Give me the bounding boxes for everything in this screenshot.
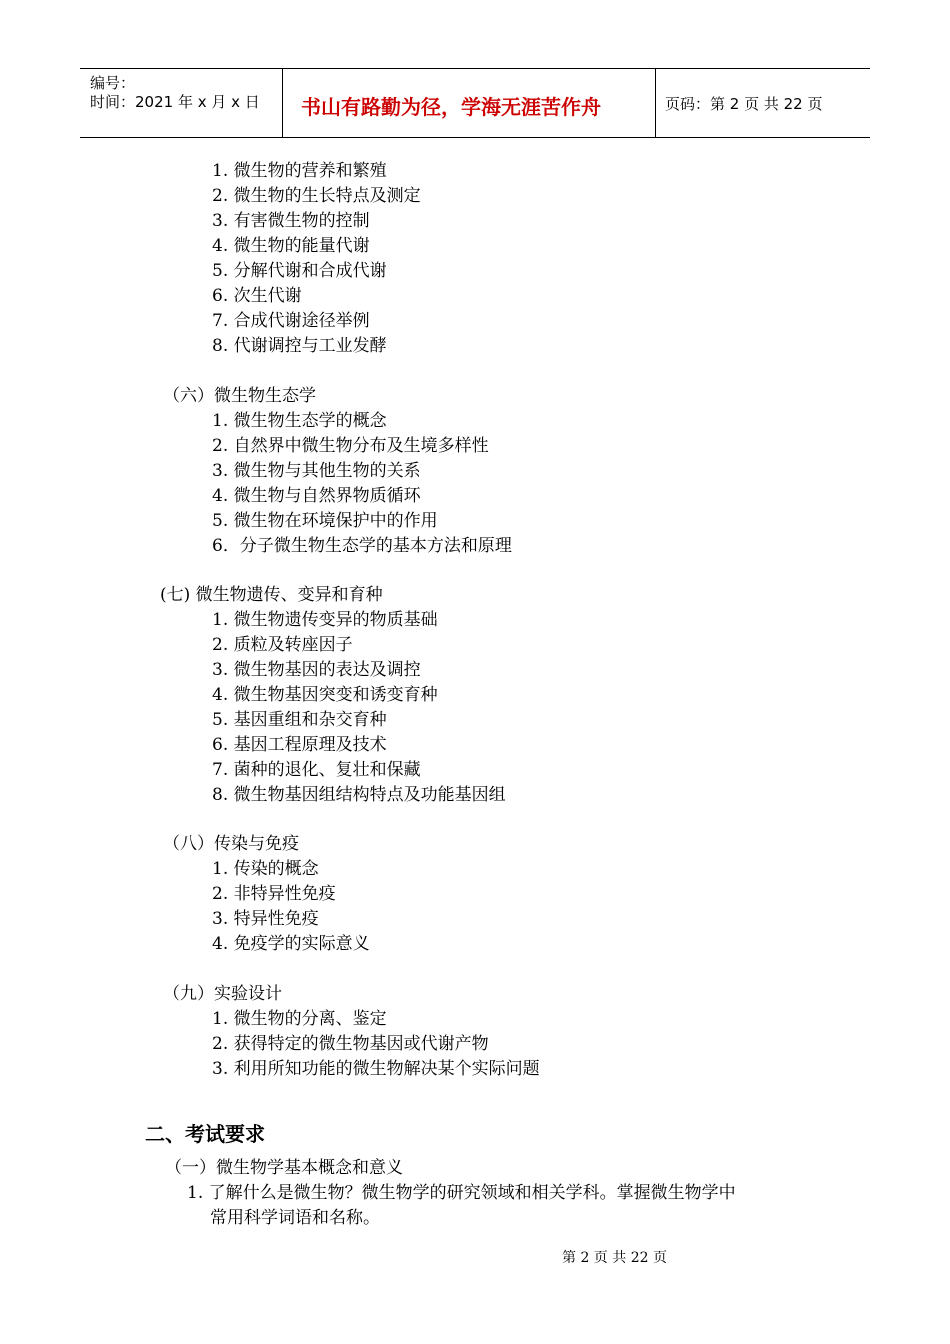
list-item: 4. 免疫学的实际意义 (212, 934, 370, 954)
section-heading-7: (七) 微生物遗传、变异和育种 (160, 585, 383, 605)
list-item: 1. 微生物的营养和繁殖 (212, 161, 387, 181)
list-item: 7. 菌种的退化、复壮和保藏 (212, 760, 421, 780)
list-item: 3. 利用所知功能的微生物解决某个实际问题 (212, 1059, 540, 1079)
list-item: 1. 微生物遗传变异的物质基础 (212, 610, 438, 630)
list-item: 1. 微生物生态学的概念 (212, 411, 387, 431)
time-label: 时间：2021 年 x 月 x 日 (90, 93, 260, 111)
page-footer: 第 2 页 共 22 页 (562, 1250, 667, 1266)
number-label: 编号： (90, 74, 136, 92)
list-item: 5. 分解代谢和合成代谢 (212, 261, 387, 281)
list-item: 8. 代谢调控与工业发酵 (212, 336, 387, 356)
paragraph-line: 常用科学词语和名称。 (210, 1208, 380, 1228)
list-item: 6．分子微生物生态学的基本方法和原理 (212, 536, 512, 556)
list-item: 2. 质粒及转座因子 (212, 635, 353, 655)
list-item: 5. 基因重组和杂交育种 (212, 710, 387, 730)
list-item: 3. 特异性免疫 (212, 909, 319, 929)
list-item: 6. 基因工程原理及技术 (212, 735, 387, 755)
list-item: 1. 微生物的分离、鉴定 (212, 1009, 387, 1029)
list-item: 3. 微生物与其他生物的关系 (212, 461, 421, 481)
page-header (80, 68, 870, 138)
header-motto-cell (282, 69, 656, 137)
list-item: 2. 微生物的生长特点及测定 (212, 186, 421, 206)
header-page-cell (655, 69, 870, 137)
list-item: 6. 次生代谢 (212, 286, 302, 306)
list-item: 2. 非特异性免疫 (212, 884, 336, 904)
section-heading-1: （一）微生物学基本概念和意义 (165, 1158, 403, 1178)
list-item: 5. 微生物在环境保护中的作用 (212, 511, 438, 531)
part-title: 二、考试要求 (145, 1122, 265, 1146)
list-item: 4. 微生物与自然界物质循环 (212, 486, 421, 506)
section-heading-9: （九）实验设计 (163, 984, 282, 1004)
list-item: 2. 获得特定的微生物基因或代谢产物 (212, 1034, 489, 1054)
section-heading-6: （六）微生物生态学 (163, 386, 316, 406)
list-item: 4. 微生物的能量代谢 (212, 236, 370, 256)
header-meta-cell (80, 69, 282, 137)
page-info: 页码：第 2 页 共 22 页 (665, 95, 823, 113)
paragraph-line: 1. 了解什么是微生物？微生物学的研究领域和相关学科。掌握微生物学中 (187, 1183, 736, 1203)
section-heading-8: （八）传染与免疫 (163, 834, 299, 854)
list-item: 1. 传染的概念 (212, 859, 319, 879)
list-item: 4. 微生物基因突变和诱变育种 (212, 685, 438, 705)
list-item: 8. 微生物基因组结构特点及功能基因组 (212, 785, 506, 805)
motto-text: 书山有路勤为径，学海无涯苦作舟 (301, 95, 601, 119)
list-item: 2. 自然界中微生物分布及生境多样性 (212, 436, 489, 456)
list-item: 7. 合成代谢途径举例 (212, 311, 370, 331)
list-item: 3. 有害微生物的控制 (212, 211, 370, 231)
list-item: 3. 微生物基因的表达及调控 (212, 660, 421, 680)
